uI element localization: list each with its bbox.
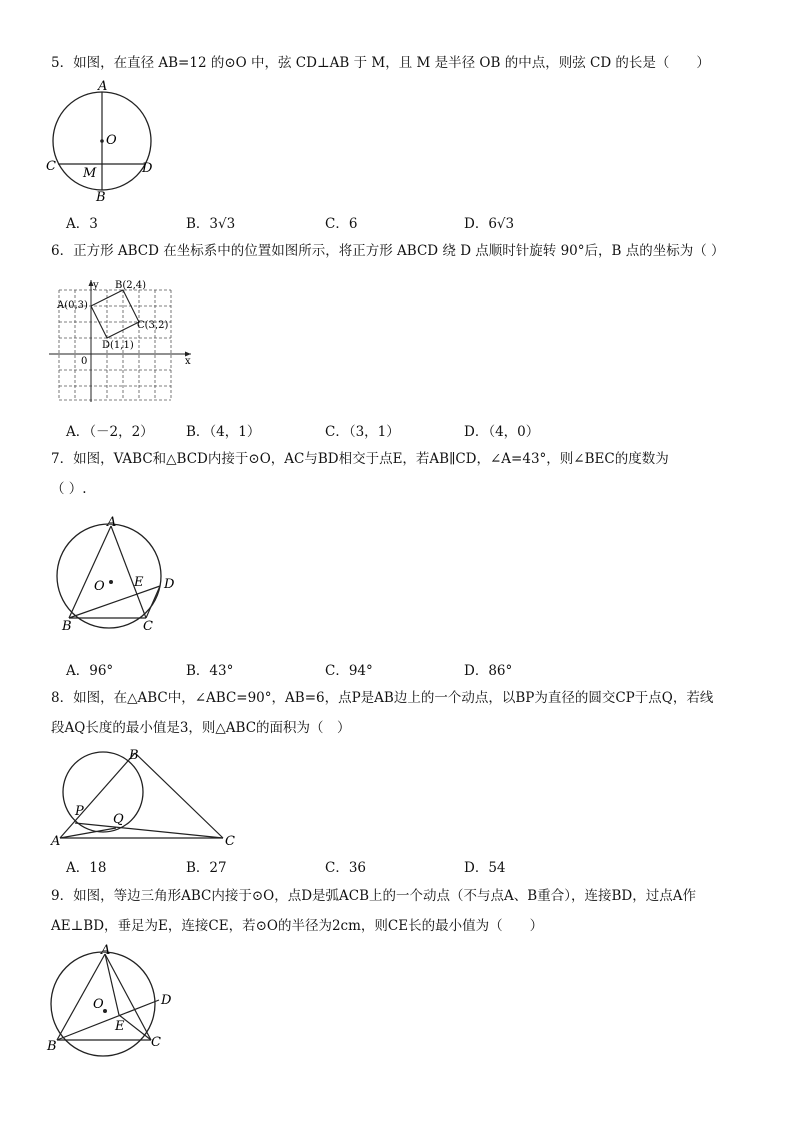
question-6-figure	[45, 276, 200, 404]
q9-label-a: A	[101, 943, 111, 958]
q5-label-b: B	[96, 190, 106, 205]
question-8-line-1: 8．如图，在△ABC中，∠ABC=90°，AB=6，点P是AB边上的一个动点，以BP为直径的圆交CP于点Q，若线	[51, 690, 714, 706]
question-8-figure	[45, 745, 245, 850]
option-a[interactable]: A．18	[66, 860, 107, 876]
question-6-line-1: 6．正方形 ABCD 在坐标系中的位置如图所示，将正方形 ABCD 绕 D 点顺时针旋转 90°后，B 点的坐标为（ ）	[51, 243, 725, 259]
option-d[interactable]: D．6√3	[464, 216, 515, 232]
option-b[interactable]: B．43°	[186, 663, 234, 679]
q9-label-e: E	[115, 1019, 125, 1034]
q6-label-origin: 0	[81, 356, 88, 367]
question-7-line-2: （ ）.	[51, 481, 87, 497]
option-b[interactable]: B．27	[186, 860, 227, 876]
option-b[interactable]: B．（4，1）	[186, 424, 261, 440]
option-c[interactable]: C．36	[325, 860, 367, 876]
question-5-stem	[51, 48, 710, 78]
question-7-stem	[51, 444, 669, 504]
question-9-line-2: AE⊥BD，垂足为E，连接CE，若⊙O的半径为2cm，则CE长的最小值为（ ）	[51, 918, 544, 934]
q7-label-b: B	[62, 619, 72, 634]
question-7-line-1: 7．如图，VABC和△BCD内接于⊙O，AC与BD相交于点E，若AB∥CD，∠A=43°，则∠BEC的度数为	[51, 451, 669, 467]
q8-label-p: P	[75, 804, 84, 819]
q9-label-c: C	[151, 1035, 161, 1050]
q5-label-a: A	[98, 79, 108, 94]
option-c[interactable]: C．6	[325, 216, 358, 232]
q7-label-c: C	[143, 619, 153, 634]
q7-label-e: E	[134, 575, 144, 590]
question-9-line-1: 9．如图，等边三角形ABC内接于⊙O，点D是弧ACB上的一个动点（不与点A、B重合），连接BD，过点A作	[51, 888, 696, 904]
question-9-figure	[43, 942, 183, 1057]
q6-label-y: y	[93, 280, 99, 291]
q5-label-c: C	[46, 159, 56, 174]
q7-label-d: D	[164, 577, 175, 592]
q9-label-b: B	[47, 1039, 57, 1054]
option-a[interactable]: A．3	[66, 216, 98, 232]
q7-label-o: O	[94, 579, 105, 594]
q6-label-x: x	[185, 356, 191, 367]
option-c[interactable]: C．94°	[325, 663, 373, 679]
q8-label-a: A	[51, 834, 61, 849]
question-8-stem	[51, 683, 713, 743]
q8-label-b: B	[129, 748, 139, 763]
q6-label-b: B(2,4)	[115, 280, 147, 291]
q6-label-c: C(3,2)	[137, 320, 169, 331]
question-8-line-2: 段AQ长度的最小值是3，则△ABC的面积为（ ）	[51, 720, 351, 736]
q9-label-d: D	[161, 993, 172, 1008]
q5-label-m: M	[83, 166, 97, 181]
question-5-line-1: 5．如图，在直径 AB=12 的⊙O 中，弦 CD⊥AB 于 M，且 M 是半径 OB 的中点，则弦 CD 的长是（ ）	[51, 55, 710, 71]
question-6-stem	[51, 236, 725, 266]
option-d[interactable]: D．86°	[464, 663, 513, 679]
option-a[interactable]: A．（－2，2）	[66, 424, 154, 440]
option-b[interactable]: B．3√3	[186, 216, 236, 232]
question-9-stem	[51, 881, 696, 941]
q8-label-q: Q	[113, 812, 124, 827]
q5-label-o: O	[106, 133, 117, 148]
option-a[interactable]: A．96°	[66, 663, 114, 679]
option-d[interactable]: D．（4，0）	[464, 424, 540, 440]
option-c[interactable]: C．（3，1）	[325, 424, 400, 440]
question-5-figure	[40, 78, 160, 203]
q6-label-a: A(0,3)	[57, 300, 88, 311]
q5-label-d: D	[142, 161, 153, 176]
option-d[interactable]: D．54	[464, 860, 506, 876]
q7-label-a: A	[107, 515, 117, 530]
q8-label-c: C	[225, 834, 235, 849]
q6-label-d: D(1,1)	[102, 340, 134, 351]
question-7-figure	[50, 512, 190, 637]
q9-label-o: O	[93, 997, 104, 1012]
